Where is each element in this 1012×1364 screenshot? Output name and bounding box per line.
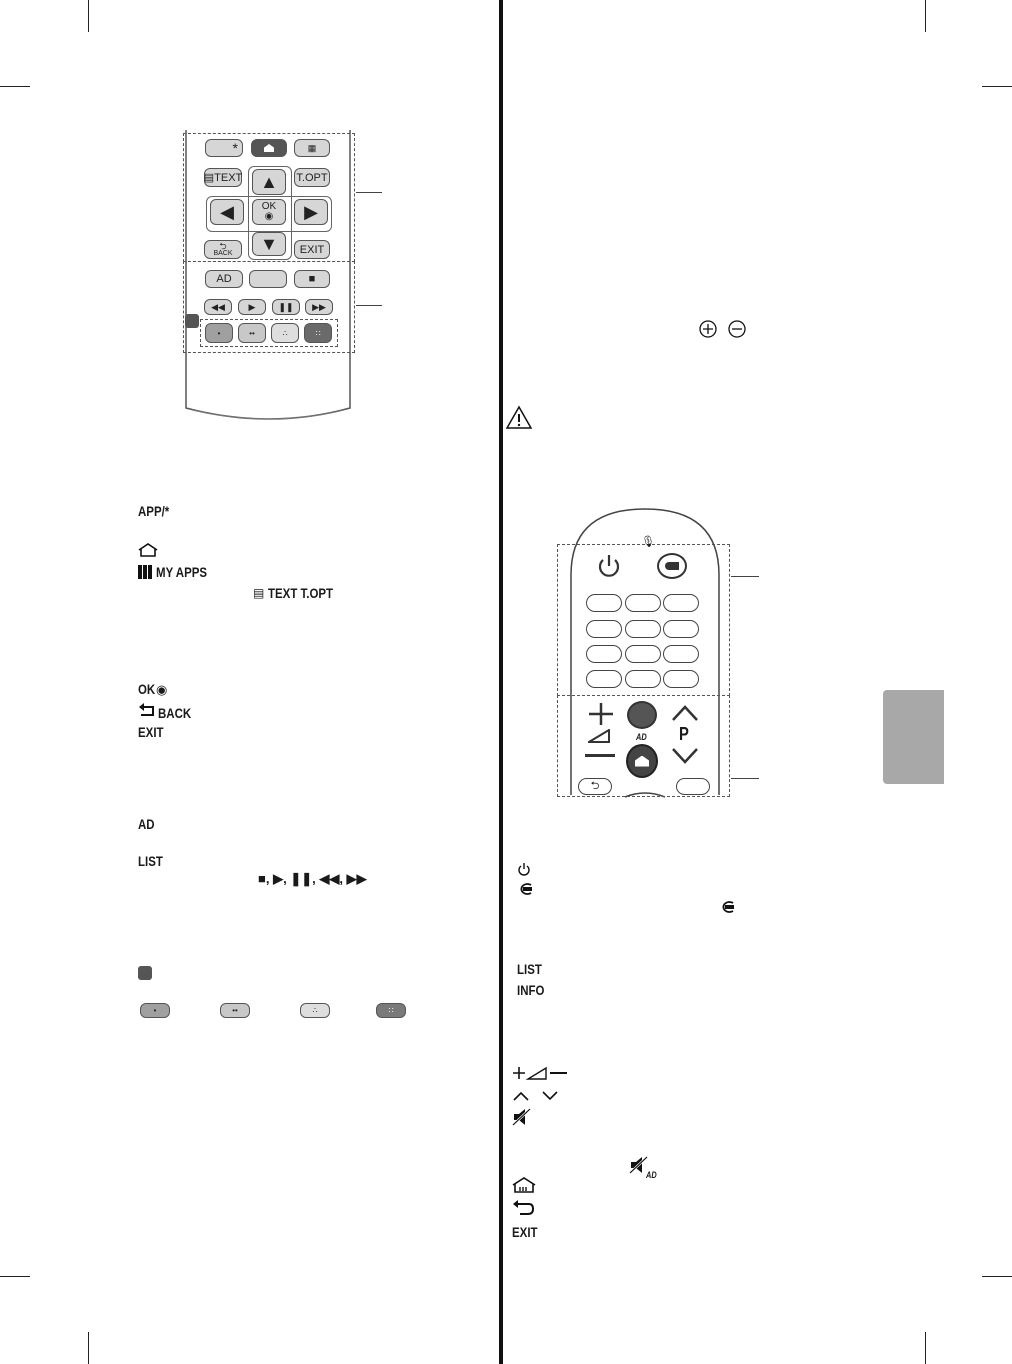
volume-down-icon[interactable] bbox=[585, 754, 615, 757]
home-outline-icon bbox=[138, 543, 158, 563]
right-arrow-icon: ▶ bbox=[304, 201, 318, 222]
leader-line bbox=[731, 576, 759, 577]
stop-button[interactable] bbox=[294, 270, 330, 288]
number-key[interactable] bbox=[625, 620, 661, 638]
side-tab bbox=[883, 690, 944, 784]
rewind-icon: ◀◀ bbox=[319, 871, 340, 886]
number-key[interactable] bbox=[663, 645, 699, 663]
number-key[interactable] bbox=[663, 594, 699, 612]
red-key-icon bbox=[140, 1003, 170, 1018]
separator: , bbox=[339, 871, 347, 886]
ad-button-label: AD bbox=[216, 273, 232, 285]
crop-mark bbox=[0, 86, 30, 87]
warning-icon bbox=[505, 405, 533, 435]
back-key[interactable] bbox=[578, 778, 612, 795]
power-icon bbox=[517, 862, 531, 881]
number-key[interactable] bbox=[625, 645, 661, 663]
red-button[interactable] bbox=[205, 323, 233, 343]
crop-mark bbox=[982, 1276, 1012, 1277]
separator: , bbox=[312, 871, 320, 886]
list-square-icon bbox=[185, 314, 199, 328]
pause-icon: ❚❚ bbox=[290, 871, 313, 886]
up-arrow-icon: ▲ bbox=[260, 171, 278, 192]
separator: , bbox=[283, 871, 291, 886]
topt-button-label: T.OPT bbox=[296, 171, 328, 184]
stop-icon: ■ bbox=[308, 273, 316, 285]
back-arrow-icon: ⮌ bbox=[590, 780, 600, 792]
input-icon bbox=[665, 562, 679, 570]
one-dot-icon: • bbox=[217, 328, 221, 338]
two-dot-icon: •• bbox=[232, 1006, 238, 1015]
list-key[interactable] bbox=[586, 670, 622, 688]
yellow-button[interactable] bbox=[271, 323, 299, 343]
down-arrow-icon: ▼ bbox=[260, 233, 278, 254]
app-label: APP/* bbox=[138, 503, 170, 519]
blue-key-icon bbox=[376, 1003, 406, 1018]
text-icon: ▤ bbox=[253, 586, 265, 600]
mute-ad-label: AD bbox=[646, 1170, 657, 1180]
power-icon[interactable] bbox=[595, 553, 623, 586]
crop-mark bbox=[88, 0, 89, 32]
back-icon: ⮌ bbox=[219, 240, 227, 251]
green-button[interactable] bbox=[238, 323, 266, 343]
fast-forward-icon: ▶▶ bbox=[312, 301, 326, 312]
home-button[interactable] bbox=[251, 139, 287, 157]
text-topt-label: TEXT T.OPT bbox=[268, 585, 334, 601]
leader-line bbox=[356, 305, 382, 306]
my-apps-button[interactable] bbox=[294, 139, 330, 157]
mute-button[interactable] bbox=[627, 701, 657, 729]
leader-line bbox=[356, 192, 382, 193]
ok-button[interactable] bbox=[252, 199, 286, 225]
play-button[interactable] bbox=[238, 299, 266, 315]
input-icon bbox=[719, 900, 737, 919]
number-key[interactable] bbox=[663, 620, 699, 638]
home-outline-icon bbox=[512, 1177, 536, 1198]
exit-label: EXIT bbox=[138, 724, 164, 740]
volume-icon bbox=[588, 729, 610, 748]
app-button-label: * bbox=[232, 140, 238, 156]
exit-button[interactable] bbox=[294, 240, 330, 259]
channel-down-icon[interactable] bbox=[670, 746, 700, 771]
ok-label: OK bbox=[261, 201, 277, 212]
crop-mark bbox=[925, 0, 926, 32]
list-label: LIST bbox=[517, 961, 542, 977]
blank-button[interactable] bbox=[249, 270, 287, 288]
ok-circle-icon: ◉ bbox=[156, 682, 168, 697]
number-key[interactable] bbox=[586, 645, 622, 663]
my-apps-label: MY APPS bbox=[156, 564, 208, 580]
left-button[interactable] bbox=[210, 199, 244, 225]
fast-forward-icon: ▶▶ bbox=[346, 871, 367, 886]
yellow-key-icon bbox=[300, 1003, 330, 1018]
back-button[interactable] bbox=[204, 240, 242, 259]
exit-key[interactable] bbox=[676, 778, 710, 795]
grid-icon: ▦ bbox=[307, 142, 317, 153]
number-key[interactable] bbox=[586, 594, 622, 612]
crop-mark bbox=[982, 86, 1012, 87]
info-label: INFO bbox=[517, 982, 545, 998]
separator: , bbox=[265, 871, 274, 886]
plus-circle-icon bbox=[699, 320, 717, 343]
crop-mark bbox=[88, 1332, 89, 1364]
home-button[interactable] bbox=[626, 744, 658, 778]
input-button[interactable] bbox=[657, 553, 687, 579]
playback-icons bbox=[258, 871, 367, 887]
four-dot-icon: ∷ bbox=[388, 1006, 394, 1015]
my-apps-grid-icon bbox=[138, 565, 152, 579]
channel-p-label: P bbox=[679, 724, 689, 744]
mute-icon bbox=[512, 1108, 532, 1131]
one-dot-icon: • bbox=[153, 1006, 157, 1015]
two-dot-icon: •• bbox=[249, 328, 255, 338]
four-dot-icon: ∷ bbox=[315, 328, 321, 338]
app-button[interactable] bbox=[205, 139, 243, 157]
ad-button[interactable] bbox=[205, 270, 243, 288]
channel-up-icon bbox=[512, 1089, 530, 1107]
crop-mark bbox=[0, 1276, 30, 1277]
pause-button[interactable] bbox=[272, 299, 300, 315]
number-key[interactable] bbox=[625, 594, 661, 612]
mute-ad-label: AD bbox=[636, 732, 647, 742]
minus-circle-icon bbox=[728, 320, 746, 343]
text-icon: ▤ bbox=[203, 172, 215, 184]
ok-label: OK bbox=[138, 681, 156, 697]
zero-key[interactable] bbox=[625, 670, 661, 688]
mic-icon: 🎙 bbox=[641, 536, 655, 548]
ok-icon: ◉ bbox=[264, 211, 274, 222]
green-key-icon bbox=[220, 1003, 250, 1018]
color-square-icon bbox=[138, 966, 152, 980]
home-icon bbox=[635, 756, 649, 767]
channel-down-icon bbox=[541, 1089, 559, 1107]
down-button[interactable] bbox=[252, 232, 286, 256]
volume-controls-icon bbox=[512, 1065, 568, 1086]
info-key[interactable] bbox=[663, 670, 699, 688]
play-icon: ▶ bbox=[248, 301, 256, 312]
left-arrow-icon: ◀ bbox=[220, 201, 234, 222]
stop-icon: ■ bbox=[258, 871, 266, 886]
three-dot-icon: ∴ bbox=[282, 328, 288, 338]
exit-label: EXIT bbox=[512, 1224, 538, 1240]
back-label: BACK bbox=[158, 705, 192, 721]
volume-up-icon[interactable] bbox=[585, 701, 617, 732]
rewind-button[interactable] bbox=[204, 299, 232, 315]
number-key[interactable] bbox=[586, 620, 622, 638]
right-button[interactable] bbox=[294, 199, 328, 225]
leader-line bbox=[731, 778, 759, 779]
play-icon: ▶ bbox=[273, 871, 284, 886]
ad-label: AD bbox=[138, 816, 155, 832]
back-arrow-icon bbox=[512, 1200, 534, 1221]
up-button[interactable] bbox=[252, 169, 286, 195]
back-button-label: BACK bbox=[213, 249, 233, 257]
three-dot-icon: ∴ bbox=[312, 1006, 318, 1015]
fast-forward-button[interactable] bbox=[305, 299, 333, 315]
pause-icon: ❚❚ bbox=[278, 301, 294, 312]
blue-button[interactable] bbox=[304, 323, 332, 343]
back-arrow-icon bbox=[138, 703, 156, 722]
home-icon bbox=[264, 144, 274, 152]
list-label: LIST bbox=[138, 853, 163, 869]
center-bar bbox=[499, 0, 503, 1364]
crop-mark bbox=[925, 1332, 926, 1364]
rewind-icon: ◀◀ bbox=[211, 301, 225, 312]
input-icon bbox=[517, 882, 535, 901]
exit-button-label: EXIT bbox=[299, 243, 325, 256]
text-button-label: TEXT bbox=[214, 171, 243, 184]
